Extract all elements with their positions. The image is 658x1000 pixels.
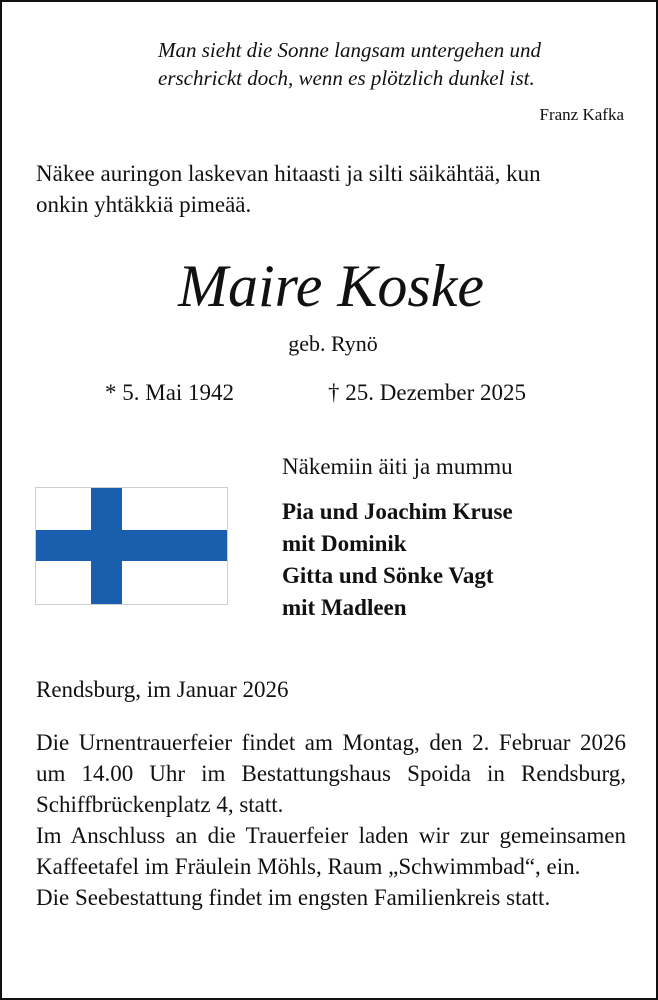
mourners-list [282, 496, 513, 624]
finnish-flag-graphic [36, 488, 227, 604]
flag-cross-horizontal [36, 530, 227, 561]
mourner-line: mit Madleen [282, 595, 407, 620]
notice-paragraph: Im Anschluss an die Trauerfeier laden wir zur gemeinsamen Kaffeetafel im Fräulein Möhls, Raum „Schwimmbad“, ein. [36, 823, 626, 879]
quote-line: erschrickt doch, wenn es plötzlich dunkel ist. [158, 66, 535, 90]
mourner-line: Pia und Joachim Kruse [282, 499, 513, 524]
mourner-line: Gitta und Sönke Vagt [282, 563, 494, 588]
notice-paragraph: Die Seebestattung findet im engsten Familienkreis statt. [36, 885, 551, 910]
finnish-flag-icon [35, 487, 228, 605]
mourner-line: mit Dominik [282, 531, 407, 556]
quote-author: Franz Kafka [539, 105, 624, 124]
place-and-date: Rendsburg, im Januar 2026 [36, 677, 289, 702]
deceased-name: Maire Koske [177, 253, 485, 319]
finnish-quote [36, 158, 628, 220]
funeral-notice [36, 727, 626, 913]
finnish-quote-line: onkin yhtäkkiä pimeää. [36, 192, 252, 217]
maiden-name: geb. Rynö [288, 331, 378, 356]
finnish-quote-line: Näkee auringon laskevan hitaasti ja silti säikähtää, kun [36, 161, 541, 186]
kafka-quote [158, 36, 618, 92]
quote-line: Man sieht die Sonne langsam untergehen und [158, 38, 541, 62]
notice-paragraph: Die Urnentrauerfeier findet am Montag, den 2. Februar 2026 um 14.00 Uhr im Bestattungshaus Spoida in Rendsburg, Schiffbrückenplatz 4, statt. [36, 730, 626, 817]
death-date: † 25. Dezember 2025 [328, 380, 526, 405]
farewell-line: Näkemiin äiti ja mummu [282, 454, 513, 479]
birth-date: * 5. Mai 1942 [105, 380, 235, 405]
